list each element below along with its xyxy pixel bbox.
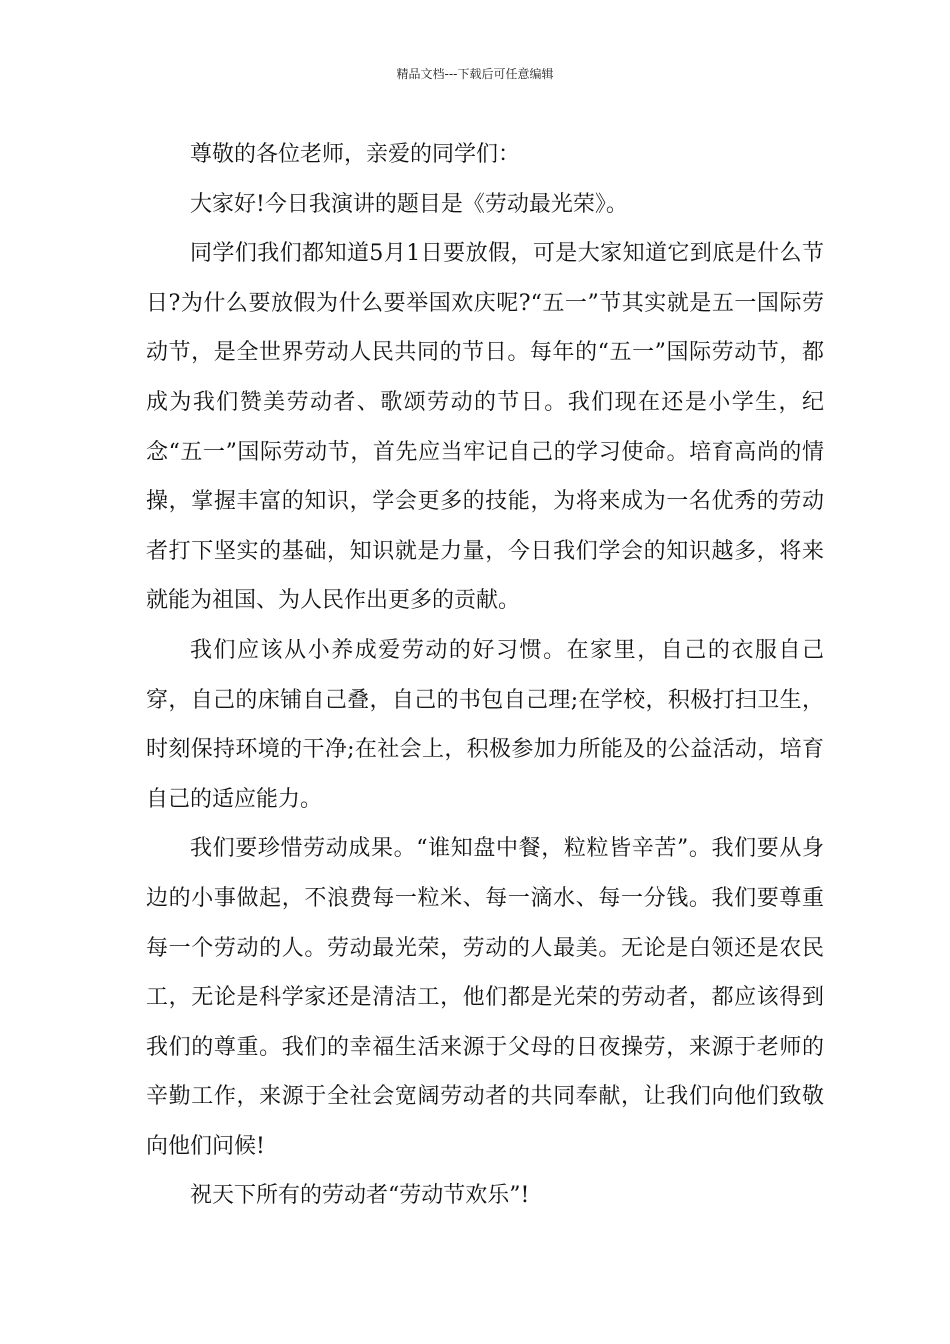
body-paragraph-3: 我们要珍惜劳动成果。“谁知盘中餐，粒粒皆辛苦”。我们要从身边的小事做起，不浪费每一粒米、每一滴水、每一分钱。我们要尊重每一个劳动的人。劳动最光荣，劳动的人最美。无论是白领还是农民工，无论是科学家还是清洁工，他们都是光荣的劳动者，都应该得到我们的尊重。我们的幸福生活来源于父母的日夜操劳，来源于老师的辛勤工作，来源于全社会宽阔劳动者的共同奉献，让我们向他们致敬向他们问候! — [146, 836, 824, 1159]
page-header: 精品文档---下载后可任意编辑 — [396, 67, 554, 81]
document-body — [146, 130, 824, 1221]
closing-paragraph: 祝天下所有的劳动者“劳动节欢乐”! — [190, 1183, 530, 1209]
greeting-paragraph: 大家好!今日我演讲的题目是《劳动最光荣》。 — [190, 191, 628, 217]
body-paragraph-1: 同学们我们都知道5月1日要放假，可是大家知道它到底是什么节日?为什么要放假为什么要举国欢庆呢?“五一”节其实就是五一国际劳动节，是全世界劳动人民共同的节日。每年的“五一”国际劳动节，都成为我们赞美劳动者、歌颂劳动的节日。我们现在还是小学生，纪念“五一”国际劳动节，首先应当牢记自己的学习使命。培育高尚的情操，掌握丰富的知识，学会更多的技能，为将来成为一名优秀的劳动者打下坚实的基础，知识就是力量，今日我们学会的知识越多，将来就能为祖国、为人民作出更多的贡献。 — [146, 241, 824, 614]
body-paragraph-2: 我们应该从小养成爱劳动的好习惯。在家里，自己的衣服自己穿，自己的床铺自己叠，自己的书包自己理;在学校，积极打扫卫生，时刻保持环境的干净;在社会上，积极参加力所能及的公益活动，培育自己的适应能力。 — [146, 637, 824, 812]
salutation: 尊敬的各位老师，亲爱的同学们： — [190, 142, 521, 167]
